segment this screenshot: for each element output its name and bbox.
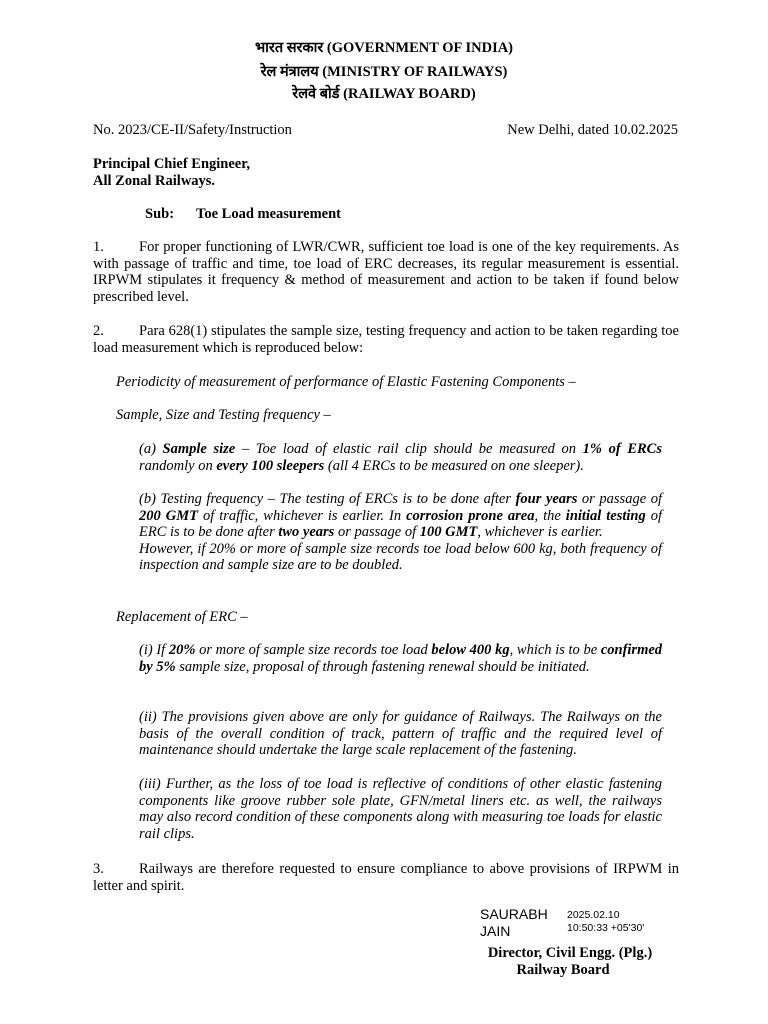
signature-date: 2025.02.10 xyxy=(567,909,620,921)
clause-b-bold-3: corrosion prone area xyxy=(406,507,535,524)
header-english-board: (RAILWAY BOARD) xyxy=(343,86,476,102)
paragraph-2-number: 2. xyxy=(93,323,104,339)
clause-a-text-3: randomly on xyxy=(139,457,217,474)
clause-a-bold-2: 1% of ERCs xyxy=(582,441,662,457)
quote-heading-sample: Sample, Size and Testing frequency – xyxy=(116,407,331,423)
paragraph-2 xyxy=(93,323,679,356)
clause-b-text-7: , whichever is earlier. xyxy=(477,524,603,540)
clause-b-bold-5: two years xyxy=(278,524,335,540)
paragraph-3-number: 3. xyxy=(93,861,104,877)
clause-ii: (ii) The provisions given above are only for guidance of Railways. The Railways on the basis of the overall condition of track, pattern of traffic and the required level of maintenance should undertake the large scale replacement of the fastening. xyxy=(139,709,662,758)
header-line-2 xyxy=(0,64,768,81)
clause-a-text-2: – Toe load of elastic rail clip should be measured on xyxy=(235,441,583,457)
clause-b-text-6: or passage of xyxy=(334,524,420,540)
quote-heading-periodicity: Periodicity of measurement of performance of Elastic Fastening Components – xyxy=(116,374,576,390)
subject-label: Sub: xyxy=(145,206,175,222)
header-line-1 xyxy=(0,40,768,57)
signature-name xyxy=(480,906,548,940)
clause-a xyxy=(139,441,662,474)
header-line-3 xyxy=(0,86,768,103)
signatory-office: Railway Board xyxy=(516,962,610,978)
header-english-govt: (GOVERNMENT OF INDIA) xyxy=(326,40,514,56)
clause-i-text-1: (i) If xyxy=(139,642,169,658)
clause-i xyxy=(139,642,662,675)
clause-b-text-1: (b) Testing frequency – The testing of ERCs is to be done after xyxy=(139,491,516,507)
place-date: New Delhi, dated 10.02.2025 xyxy=(507,122,678,138)
clause-b xyxy=(139,491,662,574)
clause-i-bold-1: 20% xyxy=(168,642,196,658)
clause-i-text-3: , which is to be xyxy=(509,642,601,658)
paragraph-3-text: Railways are therefore requested to ensure compliance to above provisions of IRPWM in letter and spirit. xyxy=(93,861,679,894)
paragraph-1-text: For proper functioning of LWR/CWR, sufficient toe load is one of the key requirements. As with passage of traffic and time, toe load of ERC decreases, its regular measurement is essential. IRPWM stipulates it frequency & method of measurement and action to be taken if found below prescribed level. xyxy=(93,239,679,305)
clause-b-text-4: , the xyxy=(534,507,566,524)
paragraph-2-text: Para 628(1) stipulates the sample size, testing frequency and action to be taken regarding toe load measurement which is reproduced below: xyxy=(93,323,679,356)
clause-a-bold-3: every 100 sleepers xyxy=(216,457,325,474)
clause-b-bold-1: four years xyxy=(515,491,578,507)
clause-i-text-2: or more of sample size records toe load xyxy=(195,642,432,658)
clause-b-bold-6: 100 GMT xyxy=(419,524,478,540)
header-hindi-govt: भारत सरकार xyxy=(254,40,324,56)
addressee-line-1: Principal Chief Engineer, xyxy=(93,156,250,172)
clause-a-bold-1: Sample size xyxy=(162,441,236,457)
paragraph-3 xyxy=(93,861,679,894)
clause-i-bold-3: confirmed by 5% xyxy=(139,642,663,675)
clause-b-text-5: of ERC is to be done after xyxy=(139,507,663,540)
signature-timestamp xyxy=(567,909,644,935)
clause-b-text-3: of traffic, whichever is earlier. In xyxy=(197,507,407,524)
clause-i-text-4: sample size, proposal of through fastening renewal should be initiated. xyxy=(175,658,590,675)
header-hindi-board: रेलवे बोर्ड xyxy=(292,86,340,102)
clause-a-text-4: (all 4 ERCs to be measured on one sleeper). xyxy=(324,457,584,474)
clause-b-bold-2: 200 GMT xyxy=(139,507,198,524)
clause-a-text-1: (a) xyxy=(139,441,163,457)
clause-i-bold-2: below 400 kg xyxy=(431,642,510,658)
clause-b-bold-4: initial testing xyxy=(565,507,646,524)
signatory-designation: Director, Civil Engg. (Plg.) xyxy=(487,945,653,961)
clause-iii: (iii) Further, as the loss of toe load is reflective of conditions of other elastic fastening components like groove rubber sole plate, GFN/metal liners etc. as well, the railways may also record condition of these components along with measuring toe loads for elastic rail clips. xyxy=(139,776,662,842)
clause-b-text-2: or passage of xyxy=(577,491,662,507)
clause-b-extra: However, if 20% or more of sample size records toe load below 600 kg, both frequency of inspection and sample size are to be doubled. xyxy=(139,540,662,573)
quote-heading-replacement: Replacement of ERC – xyxy=(116,609,248,625)
reference-number: No. 2023/CE-II/Safety/Instruction xyxy=(93,122,292,138)
subject-text: Toe Load measurement xyxy=(196,206,341,222)
signature-name-line-1: SAURABH xyxy=(480,906,548,922)
signature-time: 10:50:33 +05'30' xyxy=(567,922,645,934)
paragraph-1-number: 1. xyxy=(93,239,104,255)
addressee-line-2: All Zonal Railways. xyxy=(93,173,216,189)
header-hindi-ministry: रेल मंत्रालय xyxy=(260,64,319,80)
signature-name-line-2: JAIN xyxy=(480,923,511,939)
paragraph-1 xyxy=(93,239,679,305)
header-english-ministry: (MINISTRY OF RAILWAYS) xyxy=(322,64,508,80)
